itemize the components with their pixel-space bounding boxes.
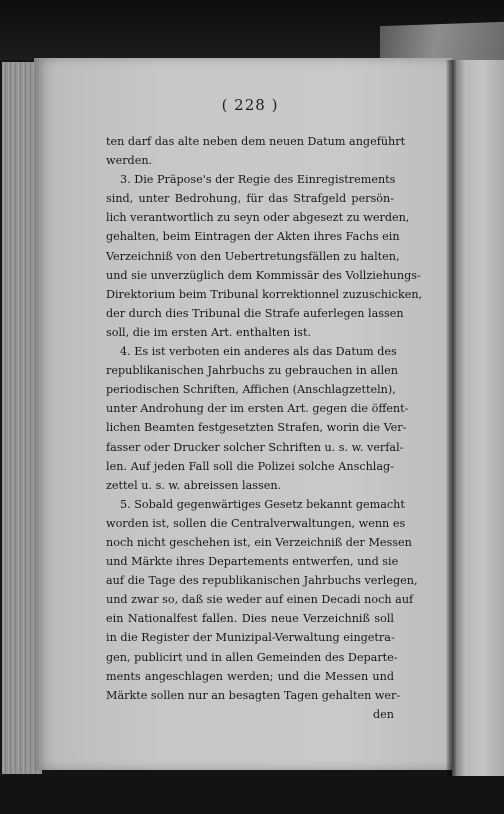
text-line: worden ist, sollen die Centralverwaltungen, wenn es [106, 516, 406, 530]
text-line: 3. Die Präpose's der Regie des Einregistrements [120, 173, 396, 187]
text-line: ein Nationalfest fallen. Dies neue Verzeichniß soll [106, 612, 394, 626]
text-line: der durch dies Tribunal die Strafe auferlegen lassen [106, 306, 404, 320]
text-line: periodischen Schriften, Affichen (Anschlagzetteln), [106, 383, 396, 397]
text-line: und sie unverzüglich dem Kommissär des Vollziehungs- [106, 268, 421, 282]
text-line: republikanischen Jahrbuchs zu gebrauchen in allen [106, 364, 398, 378]
text-line: 4. Es ist verboten ein anderes als das Datum des [120, 345, 397, 359]
text-line: fasser oder Drucker solcher Schriften u. s. w. verfal- [106, 440, 404, 454]
facing-page-edge [452, 60, 504, 780]
text-line: ments angeschlagen werden; und die Messen und [106, 669, 394, 683]
text-line: auf die Tage des republikanischen Jahrbuchs verlegen, [106, 574, 418, 588]
text-line: sind, unter Bedrohung, für das Strafgeld persön- [106, 192, 394, 206]
text-line: zettel u. s. w. abreissen lassen. [106, 478, 282, 492]
text-line: Märkte sollen nur an besagten Tagen gehalten wer- [106, 688, 401, 702]
text-line: gen, publicirt und in allen Gemeinden des Departe- [106, 650, 398, 664]
text-line: noch nicht geschehen ist, ein Verzeichniß der Messen [106, 535, 412, 549]
text-line: 5. Sobald gegenwärtiges Gesetz bekannt gemacht [120, 497, 405, 511]
text-line: ten darf das alte neben dem neuen Datum angeführt [106, 135, 406, 148]
text-line: werden. [106, 154, 153, 168]
text-line: lichen Beamten festgesetzten Strafen, worin die Ver- [106, 421, 407, 435]
text-line: und zwar so, daß sie weder auf einen Decadi noch auf [106, 593, 414, 607]
text-line: lich verantwortlich zu seyn oder abgesezt zu werden, [106, 211, 410, 225]
page-number: ( 228 ) [221, 96, 279, 114]
text-line: und Märkte ihres Departements entwerfen, und sie [106, 555, 399, 569]
text-line: unter Androhung der im ersten Art. gegen die öffent- [106, 402, 409, 416]
text-line: len. Auf jeden Fall soll die Polizei solche Anschlag- [106, 459, 394, 473]
text-line: Verzeichniß von den Uebertretungsfällen zu halten, [106, 249, 400, 263]
book-gutter [446, 60, 456, 776]
text-line: Direktorium beim Tribunal korrektionnel zuzuschicken, [106, 287, 423, 301]
text-line: soll, die im ersten Art. enthalten ist. [106, 325, 312, 339]
text-line: gehalten, beim Eintragen der Akten ihres Fachs ein [106, 230, 400, 244]
text-line: den [373, 707, 394, 721]
text-line: in die Register der Munizipal-Verwaltung eingetra- [106, 631, 395, 645]
background-bottom [0, 776, 504, 814]
page-text [106, 132, 423, 724]
